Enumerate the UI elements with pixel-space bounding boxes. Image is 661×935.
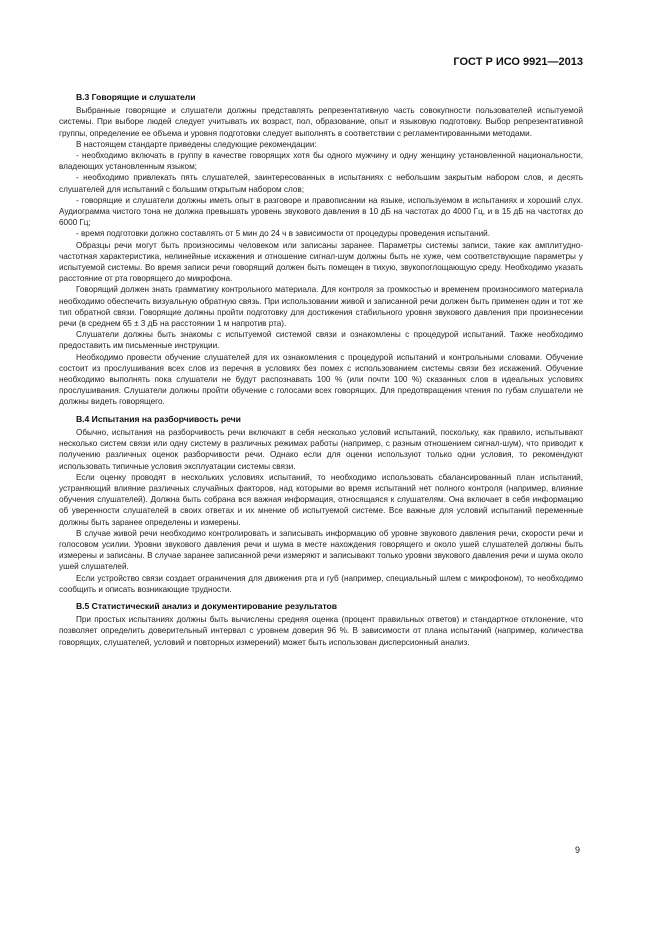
page-number: 9 <box>575 845 581 855</box>
paragraph: Обычно, испытания на разборчивость речи включают в себя несколько условий испытаний, поскольку, как правило, испытывают несколько систем связи или одну систему в различных режимах работы (например, с разным отношением сигнал-шум), что приводит к получению различных оценок разборчивости речи. Однако если для оценки используют только одни условия, то рекомендуют использовать типичные условия эксплуатации системы связи. <box>59 427 583 471</box>
paragraph: В случае живой речи необходимо контролировать и записывать информацию об уровне звукового давления речи, скорости речи и голосовом усилии. Уровни звукового давления речи и шума в месте нахождения говорящего и около ушей слушателей должны быть измерены и записаны. В случае заранее записанной речи измеряют и записывают только уровни звукового давления речи и шума около ушей слушателей. <box>59 528 583 572</box>
paragraph: В настоящем стандарте приведены следующие рекомендации: <box>76 139 317 149</box>
section-title-b4: В.4 Испытания на разборчивость речи <box>76 413 241 424</box>
document-id: ГОСТ Р ИСО 9921—2013 <box>453 56 583 68</box>
paragraph: При простых испытаниях должны быть вычислены средняя оценка (процент правильных ответов) и стандартное отклонение, что позволяет определить доверительный интервал с уровнем доверия 96 %. В зависимости от плана испытаний (например, количества говорящих, слушателей, условий и повторных измерений) может быть использован дисперсионный анализ. <box>59 615 583 647</box>
section-title-b5: В.5 Статистический анализ и документирование результатов <box>76 600 338 611</box>
paragraph: Образцы речи могут быть произносимы человеком или записаны заранее. Параметры системы записи, такие как амплитудно-частотная характеристика, нелинейные искажения и отношение сигнал-шум должны быть не хуже, чем соответствующие параметры у испытуемой системы. Во время записи речи говорящий должен быть помещен в тихую, звукопоглощающую среду. Необходимо указать расстояние от рта говорящего до микрофона. <box>59 240 583 284</box>
paragraph: Говорящий должен знать грамматику контрольного материала. Для контроля за громкостью и временем произносимого материала необходимо обеспечить визуальную обратную связь. При использовании живой и записанной речи должен быть применен один и тот же тип обратной связи. Говорящие должны пройти подготовку для достижения стабильного уровня звукового давления при произнесении речи (в среднем 65 ± 3 дБ на расстоянии 1 м напротив рта). <box>59 285 583 329</box>
paragraph: Слушатели должны быть знакомы с испытуемой системой связи и ознакомлены с процедурой испытаний. Также необходимо предоставить им письменные инструкции. <box>59 330 583 351</box>
list-item: - говорящие и слушатели должны иметь опыт в разговоре и правописании на языке, используемом в испытаниях и хороший слух. Аудиограмма чистого тона не должна превышать уровень звукового давления в 10 дБ на частотах до 4000 Гц, и в 15 дБ на частотах до 6000 Гц; <box>59 195 583 228</box>
section-title-b3: В.3 Говорящие и слушатели <box>76 92 196 102</box>
paragraph: Если устройство связи создает ограничения для движения рта и губ (например, специальный шлем с микрофоном), то необходимо сообщить и описать возникающие трудности. <box>59 573 583 594</box>
list-item: - время подготовки должно составлять от 5 мин до 24 ч в зависимости от процедуры проведения испытаний. <box>76 229 490 239</box>
paragraph: Необходимо провести обучение слушателей для их ознакомления с процедурой испытаний и контрольными словами. Обучение состоит из прослушивания всех слов из перечня в условиях без помех с использованием системы связи без искажений. Обучение необходимо выполнять пока слушатели не будут распознавать 100 % (или почти 100 %) сказанных слов в идеальных условиях прослушивания. Слушатели должны пройти обучение с голосами всех говорящих. Для предотвращения чтения по губам слушатели не должны видеть говорящего. <box>59 352 583 407</box>
list-item: - необходимо включать в группу в качестве говорящих хотя бы одного мужчину и одну женщину установленной национальности, владеющих установленным языком; <box>59 151 583 172</box>
document-body <box>59 92 583 648</box>
paragraph: Если оценку проводят в нескольких условиях испытаний, то необходимо использовать сбалансированный план испытаний, устраняющий влияние различных случайных факторов, над которыми во время испытаний нет полного контроля (например, влияние обучения слушателей). Должна быть собрана вся важная информация, относящаяся к слушателям. Она включает в себя информацию об уверенности слушателей в своих ответах и их мнение об испытуемой системе. Все важные для условий испытаний переменные должны быть заранее определены и измерены. <box>59 472 583 527</box>
paragraph: Выбранные говорящие и слушатели должны представлять репрезентативную часть совокупности пользователей испытуемой системы. При выборе людей следует учитывать их возраст, пол, образование, опыт и языковую подготовку. Выбор репрезентативной группы, определение ее объема и уровня подготовки следует выполнять в соответствии с регламентированными методами. <box>59 106 583 138</box>
list-item: - необходимо привлекать пять слушателей, заинтересованных в испытаниях с небольшим закрытым набором слов, и десять слушателей для испытаний с большим открытым набором слов; <box>59 173 583 194</box>
